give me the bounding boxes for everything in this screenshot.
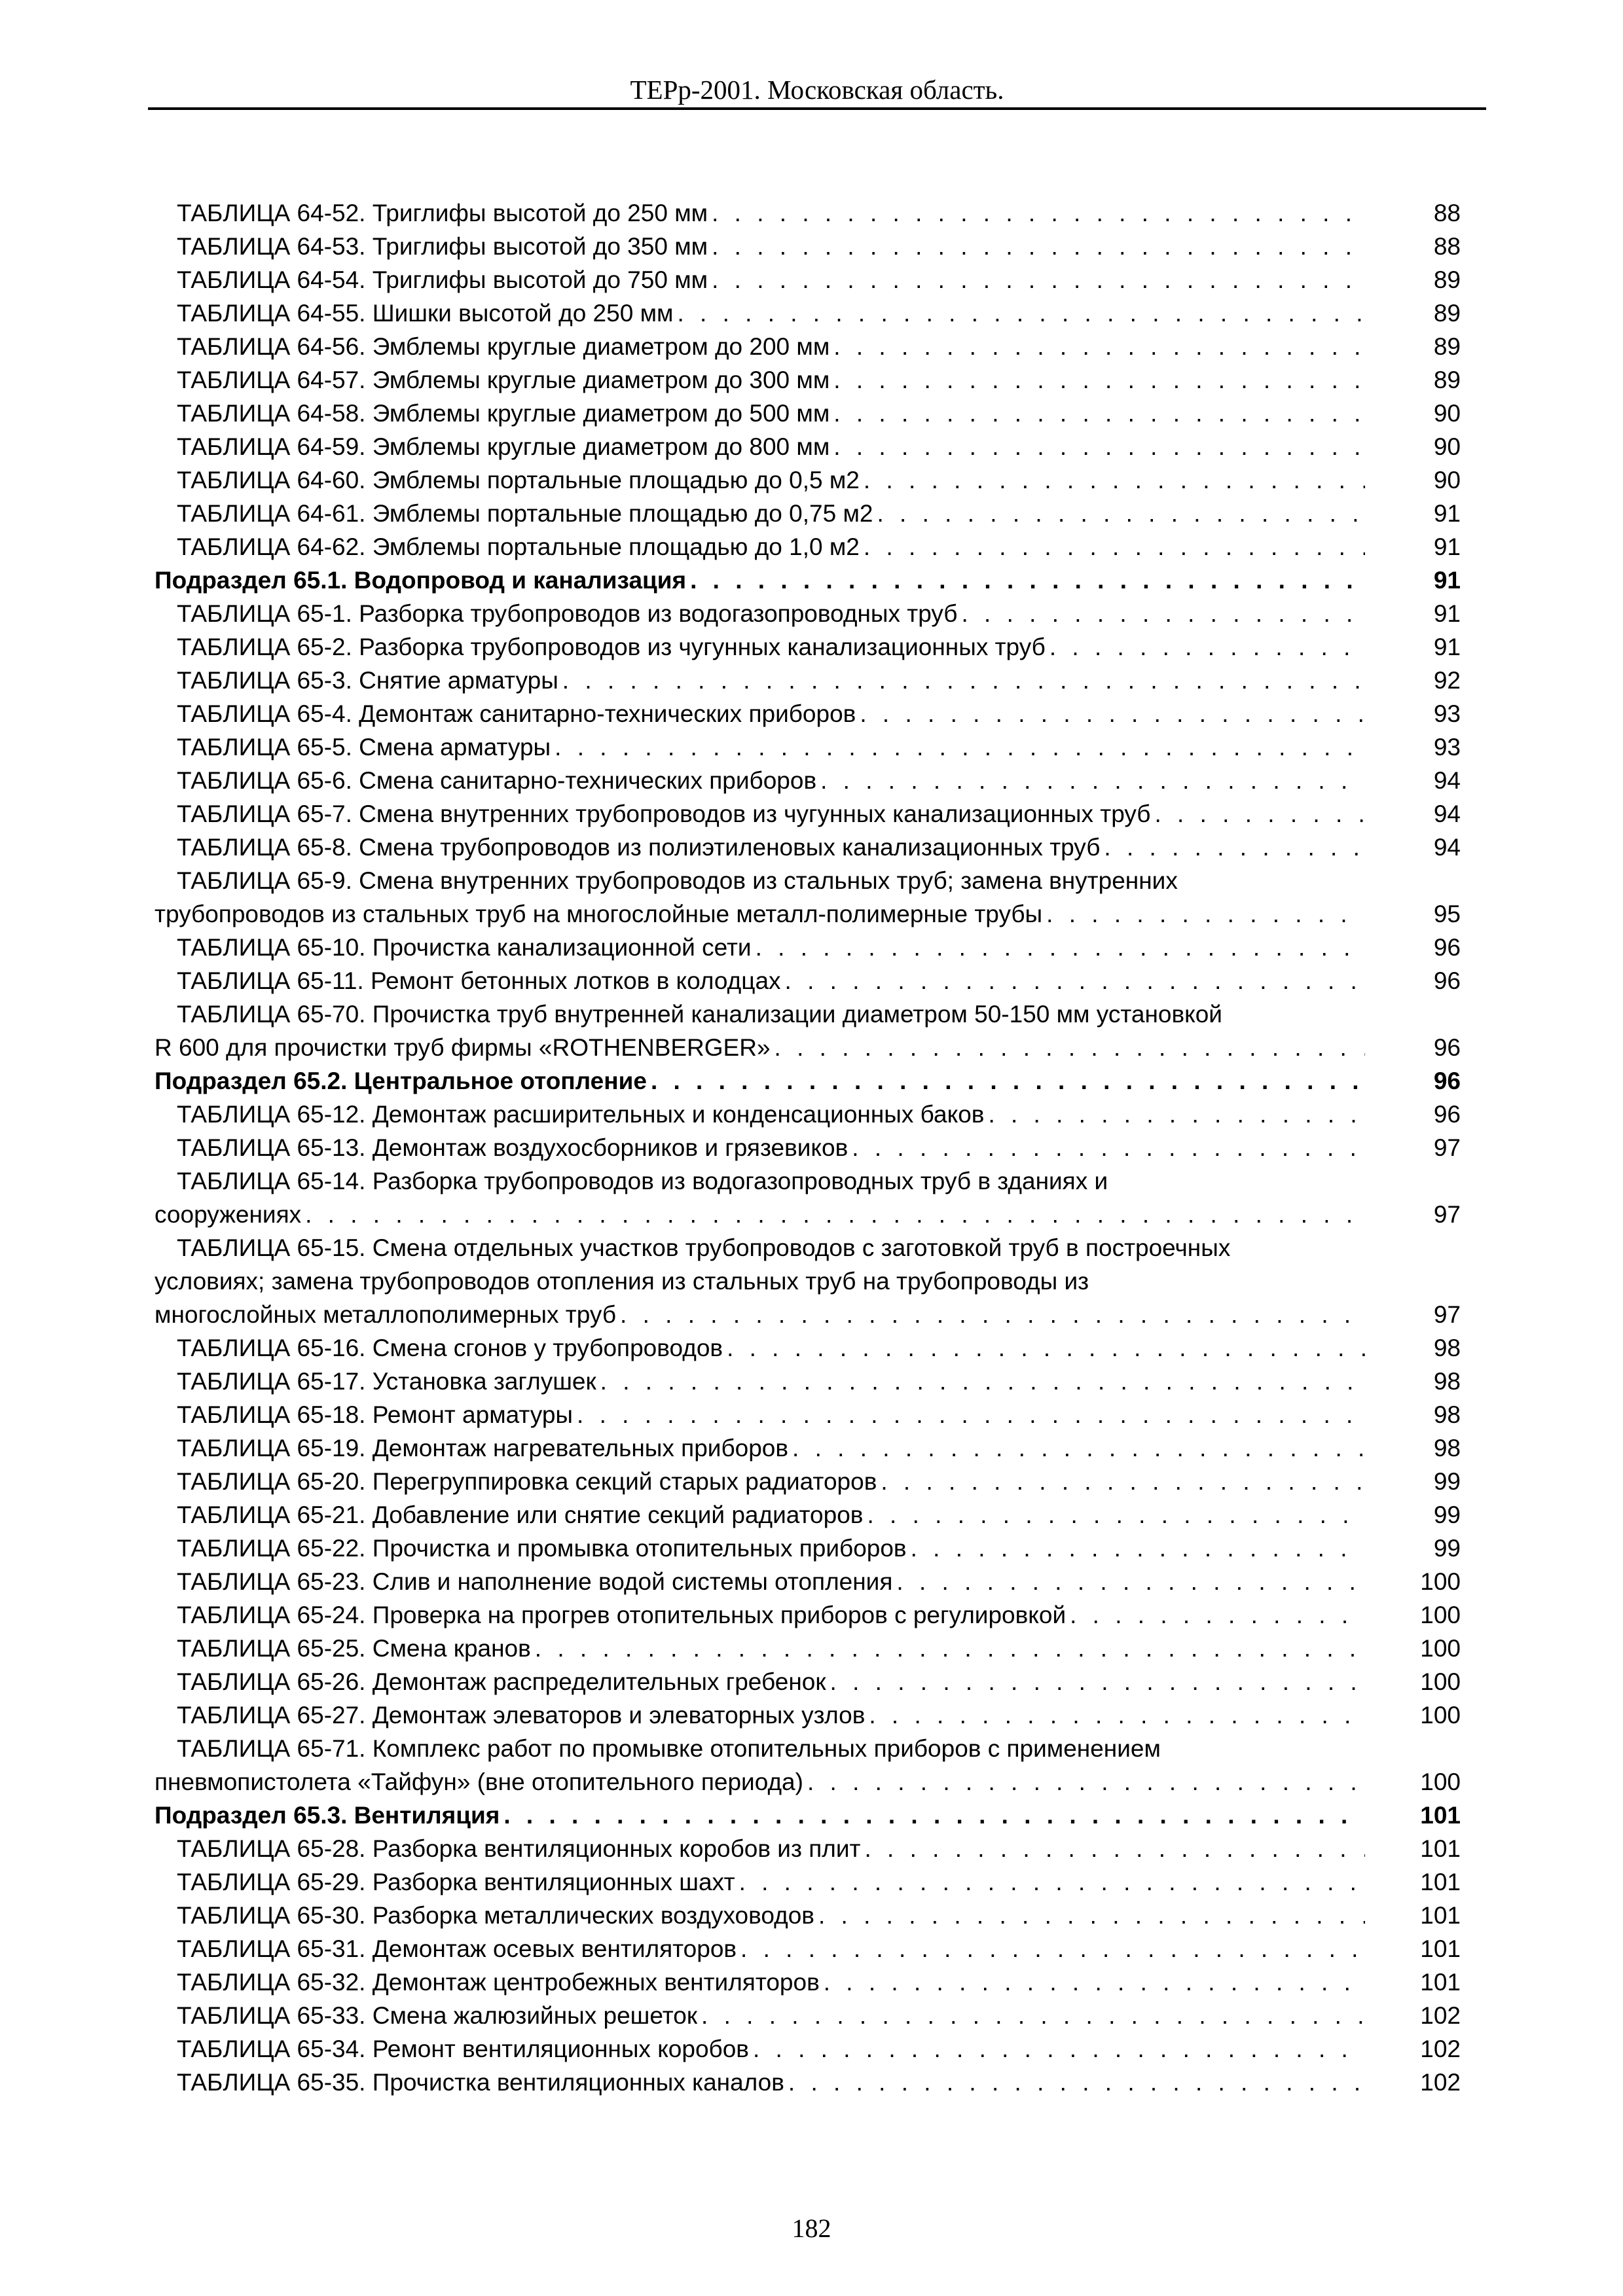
toc-entry-title: ТАБЛИЦА 64-55. Шишки высотой до 250 мм [177, 300, 674, 327]
dot-leader [830, 1665, 1365, 1698]
dot-leader [911, 1532, 1365, 1565]
toc-page-number: 96 [1433, 934, 1461, 961]
toc-entry[interactable] [155, 363, 1461, 397]
toc-page-number: 91 [1433, 634, 1461, 660]
toc-entry[interactable] [155, 864, 1461, 931]
toc-page-number: 100 [1420, 1602, 1461, 1628]
toc-page-number: 95 [1433, 901, 1461, 927]
toc-entry-title: ТАБЛИЦА 65-32. Демонтаж центробежных вентиляторов [177, 1969, 820, 1996]
dot-leader [712, 263, 1365, 296]
dot-leader [1049, 630, 1365, 664]
toc-entry-title: ТАБЛИЦА 65-6. Смена санитарно-технических приборов [177, 767, 817, 794]
toc-page-number: 98 [1433, 1368, 1461, 1395]
toc-entry[interactable] [155, 330, 1461, 363]
dot-leader [690, 564, 1365, 597]
toc-entry-title: ТАБЛИЦА 65-7. Смена внутренних трубопроводов из чугунных канализационных труб [177, 800, 1151, 827]
toc-page-number: 101 [1420, 1869, 1461, 1895]
dot-leader [877, 497, 1365, 530]
toc-page-number: 100 [1420, 1668, 1461, 1695]
dot-leader [651, 1064, 1365, 1098]
dot-leader [712, 196, 1365, 230]
dot-leader [864, 463, 1365, 497]
header-divider [148, 107, 1486, 110]
toc-entry-title: ТАБЛИЦА 65-17. Установка заглушек [177, 1368, 596, 1395]
table-of-contents [155, 196, 1461, 2099]
toc-page-number: 96 [1433, 967, 1461, 994]
toc-entry[interactable] [155, 1365, 1461, 1398]
toc-page-number: 93 [1433, 700, 1461, 727]
toc-entry[interactable] [155, 530, 1461, 564]
dot-leader [824, 1965, 1365, 1999]
toc-entry[interactable] [155, 1832, 1461, 1865]
dot-leader [739, 1865, 1365, 1899]
toc-entry[interactable] [155, 964, 1461, 997]
toc-entry-title: ТАБЛИЦА 65-21. Добавление или снятие секций радиаторов [177, 1501, 864, 1528]
toc-page-number: 99 [1433, 1501, 1461, 1528]
toc-entry-title: ТАБЛИЦА 64-54. Триглифы высотой до 750 мм [177, 266, 708, 293]
toc-page-number: 94 [1433, 767, 1461, 794]
dot-leader [792, 1431, 1365, 1465]
toc-entry[interactable] [155, 1865, 1461, 1899]
running-header: ТЕРр-2001. Московская область. [630, 75, 1004, 105]
toc-entry-title-line: ТАБЛИЦА 65-15. Смена отдельных участков трубопроводов с заготовкой труб в построечных [177, 1234, 1231, 1261]
toc-page-number: 100 [1420, 1768, 1461, 1795]
toc-entry[interactable] [155, 1331, 1461, 1365]
toc-entry-title: ТАБЛИЦА 65-3. Снятие арматуры [177, 667, 558, 694]
toc-page-number: 90 [1433, 467, 1461, 493]
toc-entry-title: ТАБЛИЦА 64-61. Эмблемы портальные площадью до 0,75 м2 [177, 500, 873, 527]
toc-entry-title: ТАБЛИЦА 65-28. Разборка вентиляционных коробов из плит [177, 1835, 861, 1862]
toc-entry-title: ТАБЛИЦА 65-23. Слив и наполнение водой системы отопления [177, 1568, 893, 1595]
toc-page-number: 98 [1433, 1435, 1461, 1462]
dot-leader [562, 664, 1365, 697]
toc-entry[interactable] [155, 296, 1461, 330]
toc-page-number: 101 [1420, 1802, 1461, 1829]
toc-page-number: 90 [1433, 433, 1461, 460]
toc-entry-title: ТАБЛИЦА 65-1. Разборка трубопроводов из водогазопроводных труб [177, 600, 958, 627]
toc-entry-title: ТАБЛИЦА 65-12. Демонтаж расширительных и конденсационных баков [177, 1101, 985, 1128]
toc-entry-title: ТАБЛИЦА 64-62. Эмблемы портальные площадью до 1,0 м2 [177, 533, 860, 560]
toc-entry-title: ТАБЛИЦА 65-24. Проверка на прогрев отопительных приборов с регулировкой [177, 1602, 1067, 1628]
toc-entry[interactable] [155, 2032, 1461, 2066]
toc-entry-title: ТАБЛИЦА 64-57. Эмблемы круглые диаметром до 300 мм [177, 367, 830, 393]
toc-page-number: 93 [1433, 734, 1461, 761]
toc-entry[interactable] [155, 697, 1461, 730]
dot-leader [756, 931, 1365, 964]
dot-leader [896, 1565, 1365, 1598]
toc-page-number: 101 [1420, 1835, 1461, 1862]
toc-entry[interactable] [155, 630, 1461, 664]
toc-entry-title: Подраздел 65.2. Центральное отопление [155, 1067, 647, 1094]
dot-leader [712, 230, 1365, 263]
toc-section-entry[interactable] [155, 564, 1461, 597]
toc-page-number: 94 [1433, 800, 1461, 827]
toc-entry-title: многослойных металлополимерных труб [155, 1301, 617, 1328]
toc-page-number: 92 [1433, 667, 1461, 694]
toc-entry-title: R 600 для прочистки труб фирмы «ROTHENBERGER» [155, 1034, 771, 1061]
toc-page-number: 90 [1433, 400, 1461, 427]
dot-leader [860, 697, 1365, 730]
dot-leader [833, 397, 1365, 430]
toc-entry[interactable] [155, 1999, 1461, 2032]
toc-page-number: 96 [1433, 1067, 1461, 1094]
dot-leader [869, 1698, 1365, 1732]
toc-entry[interactable] [155, 1164, 1461, 1231]
toc-entry[interactable] [155, 1899, 1461, 1932]
toc-page-number: 89 [1433, 333, 1461, 360]
toc-entry[interactable] [155, 1932, 1461, 1965]
toc-page-number: 100 [1420, 1568, 1461, 1595]
toc-section-entry[interactable] [155, 1799, 1461, 1832]
toc-page-number: 101 [1420, 1969, 1461, 1996]
dot-leader [961, 597, 1365, 630]
toc-entry-title-line: ТАБЛИЦА 65-14. Разборка трубопроводов из водогазопроводных труб в зданиях и [177, 1168, 1108, 1194]
toc-page-number: 91 [1433, 600, 1461, 627]
toc-entry[interactable] [155, 1498, 1461, 1532]
dot-leader [833, 430, 1365, 463]
toc-entry-title: ТАБЛИЦА 65-10. Прочистка канализационной сети [177, 934, 752, 961]
toc-entry-title: ТАБЛИЦА 65-35. Прочистка вентиляционных каналов [177, 2069, 784, 2096]
toc-page-number: 98 [1433, 1335, 1461, 1361]
toc-page-number: 94 [1433, 834, 1461, 861]
dot-leader [818, 1899, 1365, 1932]
toc-entry-title: ТАБЛИЦА 65-25. Смена кранов [177, 1635, 531, 1662]
toc-entry[interactable] [155, 997, 1461, 1064]
dot-leader [833, 330, 1365, 363]
dot-leader [740, 1932, 1365, 1965]
dot-leader [727, 1331, 1365, 1365]
toc-entry[interactable] [155, 1532, 1461, 1565]
toc-entry[interactable] [155, 1965, 1461, 1999]
toc-page-number: 100 [1420, 1702, 1461, 1729]
toc-entry[interactable] [155, 1098, 1461, 1131]
toc-page-number: 89 [1433, 367, 1461, 393]
toc-entry-title: Подраздел 65.1. Водопровод и канализация [155, 567, 687, 594]
toc-page-number: 96 [1433, 1101, 1461, 1128]
dot-leader [788, 2066, 1365, 2099]
toc-section-entry[interactable] [155, 1064, 1461, 1098]
toc-entry[interactable] [155, 1565, 1461, 1598]
dot-leader [305, 1198, 1365, 1231]
dot-leader [555, 730, 1365, 764]
toc-page-number: 96 [1433, 1034, 1461, 1061]
toc-entry-title: ТАБЛИЦА 65-11. Ремонт бетонных лотков в колодцах [177, 967, 781, 994]
dot-leader [620, 1298, 1365, 1331]
page-number: 182 [792, 2214, 831, 2243]
toc-page-number: 100 [1420, 1635, 1461, 1662]
toc-page-number: 102 [1420, 2069, 1461, 2096]
toc-entry-title: ТАБЛИЦА 65-13. Демонтаж воздухосборников и грязевиков [177, 1134, 848, 1161]
toc-page-number: 99 [1433, 1535, 1461, 1562]
toc-entry[interactable] [155, 1698, 1461, 1732]
toc-entry-title: ТАБЛИЦА 65-22. Прочистка и промывка отопительных приборов [177, 1535, 907, 1562]
toc-entry[interactable] [155, 2066, 1461, 2099]
toc-entry[interactable] [155, 1131, 1461, 1164]
toc-entry[interactable] [155, 1632, 1461, 1665]
toc-page-number: 91 [1433, 567, 1461, 594]
toc-entry[interactable] [155, 263, 1461, 296]
toc-page-number: 89 [1433, 300, 1461, 327]
toc-entry[interactable] [155, 1665, 1461, 1698]
dot-leader [852, 1131, 1365, 1164]
toc-entry-title-line: ТАБЛИЦА 65-70. Прочистка труб внутренней канализации диаметром 50-150 мм установкой [177, 1001, 1222, 1028]
toc-page-number: 99 [1433, 1468, 1461, 1495]
toc-entry-title: ТАБЛИЦА 64-52. Триглифы высотой до 250 мм [177, 200, 708, 226]
dot-leader [775, 1031, 1365, 1064]
dot-leader [503, 1799, 1365, 1832]
toc-page-number: 97 [1433, 1201, 1461, 1228]
toc-page-number: 88 [1433, 233, 1461, 260]
toc-entry[interactable] [155, 497, 1461, 530]
toc-page-number: 101 [1420, 1902, 1461, 1929]
toc-entry[interactable] [155, 1465, 1461, 1498]
toc-entry[interactable] [155, 931, 1461, 964]
toc-entry-title: ТАБЛИЦА 65-2. Разборка трубопроводов из чугунных канализационных труб [177, 634, 1046, 660]
toc-entry-title: пневмопистолета «Тайфун» (вне отопительного периода) [155, 1768, 803, 1795]
dot-leader [988, 1098, 1365, 1131]
toc-page-number: 97 [1433, 1301, 1461, 1328]
toc-entry-title: ТАБЛИЦА 65-20. Перегруппировка секций старых радиаторов [177, 1468, 877, 1495]
toc-page-number: 97 [1433, 1134, 1461, 1161]
toc-page-number: 89 [1433, 266, 1461, 293]
dot-leader [577, 1398, 1365, 1431]
toc-page-number: 88 [1433, 200, 1461, 226]
toc-entry[interactable] [155, 764, 1461, 797]
toc-entry-title: ТАБЛИЦА 64-53. Триглифы высотой до 350 мм [177, 233, 708, 260]
dot-leader [535, 1632, 1365, 1665]
toc-entry[interactable] [155, 1598, 1461, 1632]
dot-leader [785, 964, 1365, 997]
toc-entry-title: ТАБЛИЦА 65-18. Ремонт арматуры [177, 1401, 574, 1428]
toc-entry-title: ТАБЛИЦА 65-33. Смена жалюзийных решеток [177, 2002, 698, 2029]
dot-leader [807, 1765, 1365, 1799]
dot-leader [833, 363, 1365, 397]
toc-page-number: 91 [1433, 533, 1461, 560]
dot-leader [1154, 797, 1365, 831]
toc-entry-title: ТАБЛИЦА 65-8. Смена трубопроводов из полиэтиленовых канализационных труб [177, 834, 1101, 861]
toc-entry[interactable] [155, 430, 1461, 463]
toc-entry[interactable] [155, 1231, 1461, 1331]
toc-entry-title: ТАБЛИЦА 65-27. Демонтаж элеваторов и элеваторных узлов [177, 1702, 866, 1729]
toc-entry-title: ТАБЛИЦА 65-16. Смена сгонов у трубопроводов [177, 1335, 723, 1361]
dot-leader [1104, 831, 1365, 864]
toc-entry-title: ТАБЛИЦА 65-5. Смена арматуры [177, 734, 551, 761]
toc-entry[interactable] [155, 397, 1461, 430]
toc-entry-title: ТАБЛИЦА 64-60. Эмблемы портальные площадью до 0,5 м2 [177, 467, 860, 493]
dot-leader [864, 530, 1365, 564]
toc-entry-title: ТАБЛИЦА 65-4. Демонтаж санитарно-технических приборов [177, 700, 856, 727]
toc-entry[interactable] [155, 1431, 1461, 1465]
toc-entry-title-line: условиях; замена трубопроводов отопления из стальных труб на трубопроводы из [155, 1268, 1089, 1295]
toc-entry-title-line: ТАБЛИЦА 65-71. Комплекс работ по промывке отопительных приборов с применением [177, 1735, 1161, 1762]
dot-leader [600, 1365, 1365, 1398]
toc-entry[interactable] [155, 1398, 1461, 1431]
toc-page-number: 102 [1420, 2002, 1461, 2029]
toc-entry-title: трубопроводов из стальных труб на многослойные металл-полимерные трубы [155, 901, 1043, 927]
toc-page-number: 101 [1420, 1935, 1461, 1962]
dot-leader [701, 1999, 1365, 2032]
dot-leader [867, 1498, 1365, 1532]
dot-leader [753, 2032, 1365, 2066]
toc-entry-title: ТАБЛИЦА 65-26. Демонтаж распределительных гребенок [177, 1668, 826, 1695]
toc-entry[interactable] [155, 1732, 1461, 1799]
toc-entry-title: ТАБЛИЦА 65-34. Ремонт вентиляционных коробов [177, 2036, 749, 2062]
dot-leader [677, 296, 1365, 330]
toc-entry-title: ТАБЛИЦА 65-31. Демонтаж осевых вентиляторов [177, 1935, 737, 1962]
toc-entry-title: сооружениях [155, 1201, 302, 1228]
toc-entry-title: ТАБЛИЦА 65-30. Разборка металлических воздуховодов [177, 1902, 814, 1929]
toc-entry-title: Подраздел 65.3. Вентиляция [155, 1802, 500, 1829]
toc-entry[interactable] [155, 597, 1461, 630]
toc-entry[interactable] [155, 230, 1461, 263]
dot-leader [1070, 1598, 1365, 1632]
toc-entry[interactable] [155, 797, 1461, 831]
dot-leader [864, 1832, 1365, 1865]
toc-page-number: 98 [1433, 1401, 1461, 1428]
toc-entry[interactable] [155, 463, 1461, 497]
toc-entry-title: ТАБЛИЦА 64-59. Эмблемы круглые диаметром до 800 мм [177, 433, 830, 460]
toc-page-number: 91 [1433, 500, 1461, 527]
dot-leader [881, 1465, 1365, 1498]
toc-entry[interactable] [155, 730, 1461, 764]
toc-entry-title: ТАБЛИЦА 65-19. Демонтаж нагревательных приборов [177, 1435, 789, 1462]
toc-page-number: 102 [1420, 2036, 1461, 2062]
toc-entry-title: ТАБЛИЦА 65-29. Разборка вентиляционных шахт [177, 1869, 735, 1895]
toc-entry-title-line: ТАБЛИЦА 65-9. Смена внутренних трубопроводов из стальных труб; замена внутренних [177, 867, 1178, 894]
toc-entry[interactable] [155, 196, 1461, 230]
toc-entry[interactable] [155, 664, 1461, 697]
dot-leader [820, 764, 1365, 797]
toc-entry-title: ТАБЛИЦА 64-56. Эмблемы круглые диаметром до 200 мм [177, 333, 830, 360]
dot-leader [1046, 897, 1365, 931]
toc-entry-title: ТАБЛИЦА 64-58. Эмблемы круглые диаметром до 500 мм [177, 400, 830, 427]
toc-entry[interactable] [155, 831, 1461, 864]
